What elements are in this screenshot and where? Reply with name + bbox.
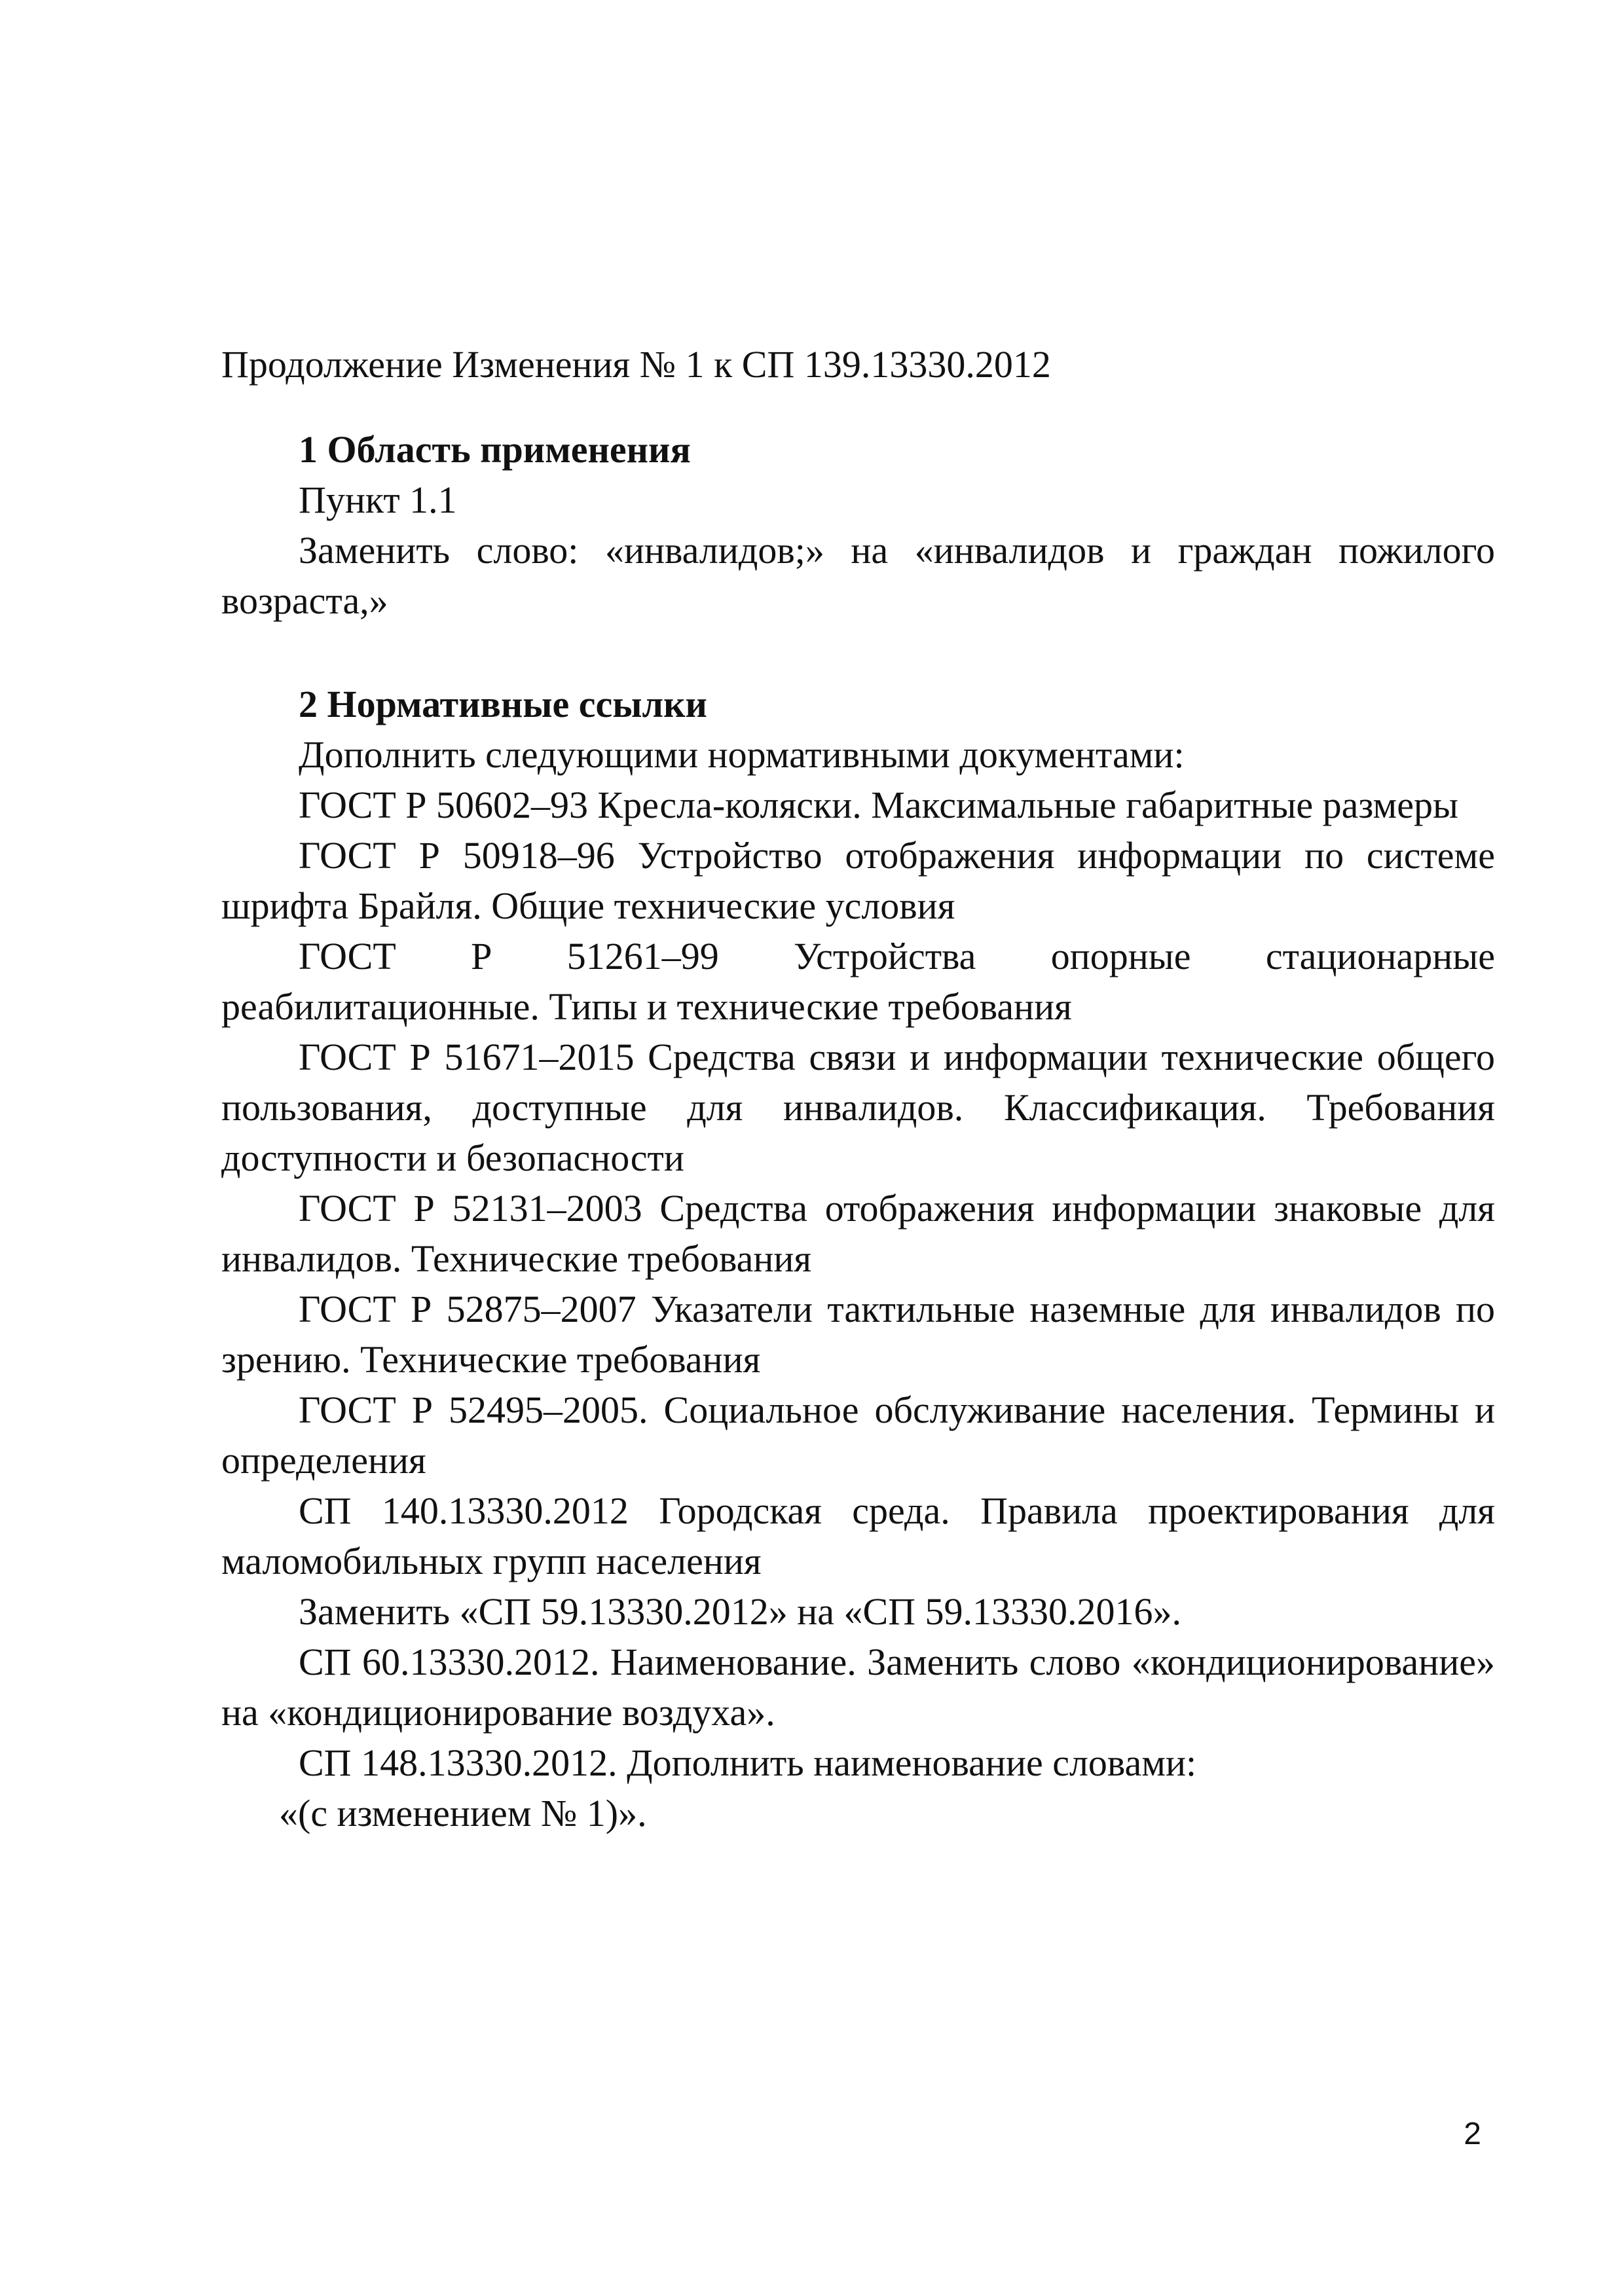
section-2-intro: Дополнить следующими нормативными документами: xyxy=(299,733,1185,776)
normative-reference: ГОСТ Р 52495–2005. Социальное обслуживание населения. Термины и определения xyxy=(221,1389,1495,1482)
document-body xyxy=(221,424,1495,1838)
change-instruction: Заменить «СП 59.13330.2012» на «СП 59.13330.2016». xyxy=(299,1590,1182,1633)
section-spacer xyxy=(221,626,1495,679)
normative-reference: ГОСТ Р 51671–2015 Средства связи и информации технические общего пользования, доступные для инвалидов. Классификация. Требования доступности и безопасности xyxy=(221,1036,1495,1179)
normative-reference: СП 140.13330.2012 Городская среда. Правила проектирования для маломобильных групп населения xyxy=(221,1489,1495,1582)
normative-reference: ГОСТ Р 50602–93 Кресла-коляски. Максимальные габаритные размеры xyxy=(299,784,1458,826)
change-instruction: СП 148.13330.2012. Дополнить наименование словами: xyxy=(299,1741,1197,1784)
section-1-paragraph: Заменить слово: «инвалидов;» на «инвалидов и граждан пожилого возраста,» xyxy=(221,529,1495,622)
section-1-paragraph: Пункт 1.1 xyxy=(299,479,457,521)
closing-line: «(с изменением № 1)». xyxy=(279,1792,647,1834)
normative-reference: ГОСТ Р 52875–2007 Указатели тактильные наземные для инвалидов по зрению. Технические требования xyxy=(221,1288,1495,1381)
document-header: Продолжение Изменения № 1 к СП 139.13330.2012 xyxy=(221,343,1051,386)
normative-reference: ГОСТ Р 51261–99 Устройства опорные стационарные реабилитационные. Типы и технические требования xyxy=(221,935,1495,1028)
normative-reference: ГОСТ Р 50918–96 Устройство отображения информации по системе шрифта Брайля. Общие технические условия xyxy=(221,834,1495,927)
page-number: 2 xyxy=(1464,2117,1481,2151)
section-1-heading: 1 Область применения xyxy=(299,428,691,471)
change-instruction: СП 60.13330.2012. Наименование. Заменить слово «кондиционирование» на «кондиционирование воздуха». xyxy=(221,1641,1495,1734)
section-2-heading: 2 Нормативные ссылки xyxy=(299,683,707,725)
normative-reference: ГОСТ Р 52131–2003 Средства отображения информации знаковые для инвалидов. Технические требования xyxy=(221,1187,1495,1280)
